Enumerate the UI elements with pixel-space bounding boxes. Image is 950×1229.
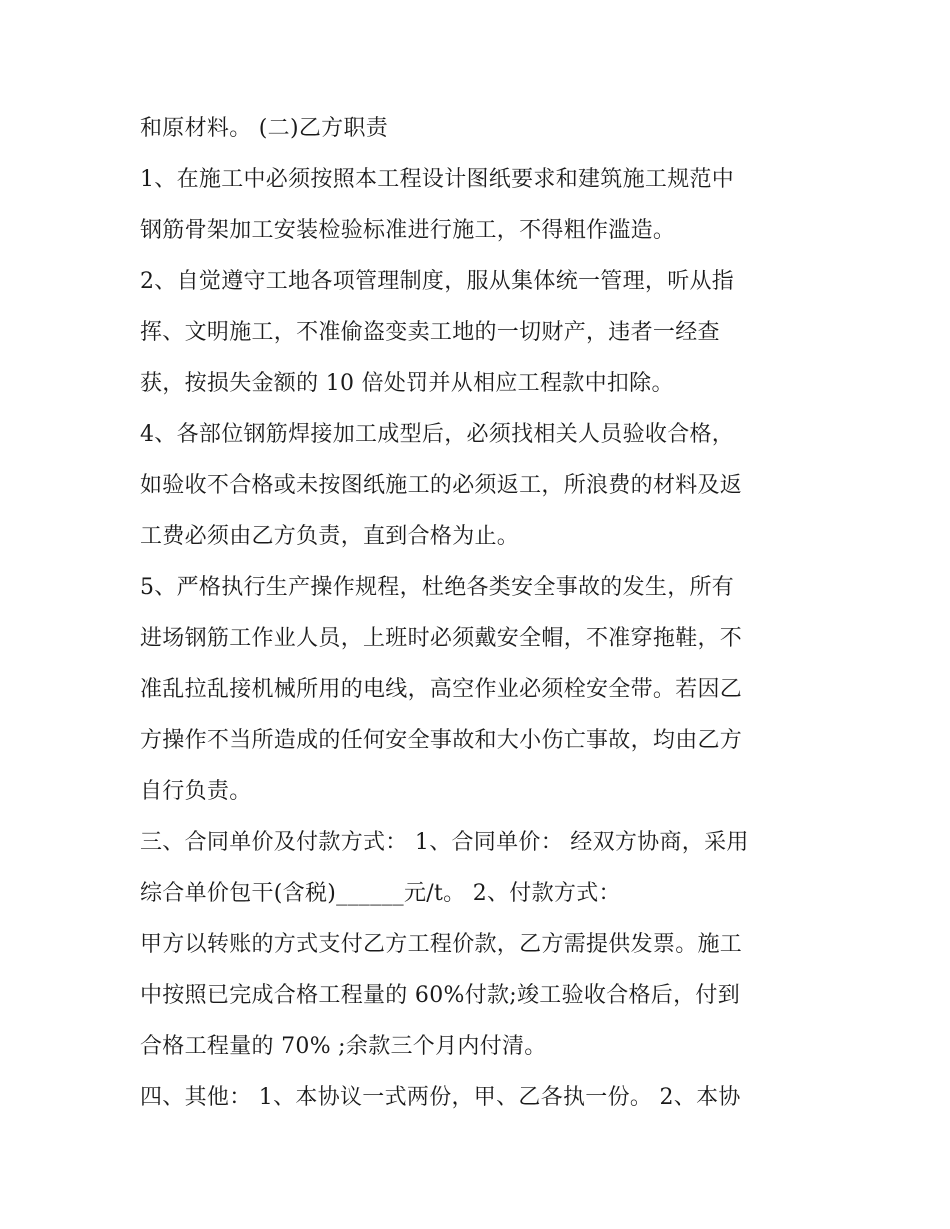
text-line: 自行负责。 [140,779,252,804]
text-line: 准乱拉乱接机械所用的电线，高空作业必须栓安全带。若因乙 [140,677,743,702]
text-line: 挥、文明施工，不准偷盗变卖工地的一切财产，违者一经查 [140,320,720,345]
text-line: 和原材料。 (二)乙方职责 [140,116,389,141]
text-line: 进场钢筋工作业人员，上班时必须戴安全帽，不准穿拖鞋，不 [140,626,743,651]
text-line: 四、其他： 1、本协议一式两份，甲、乙各执一份。 2、本协 [140,1085,741,1110]
text-line: 2、自觉遵守工地各项管理制度，服从集体统一管理，听从指 [140,269,735,294]
text-line: 获，按损失金额的 10 倍处罚并从相应工程款中扣除。 [140,371,674,396]
text-line: 如验收不合格或未按图纸施工的必须返工，所浪费的材料及返 [140,473,743,498]
text-line: 综合单价包干(含税)______元/t。 2、付款方式： [140,881,621,906]
text-line: 钢筋骨架加工安装检验标准进行施工，不得粗作滥造。 [140,218,676,243]
text-line: 中按照已完成合格工程量的 60%付款;竣工验收合格后，付到 [140,983,741,1008]
text-line: 4、各部位钢筋焊接加工成型后，必须找相关人员验收合格， [140,422,735,447]
text-line: 方操作不当所造成的任何安全事故和大小伤亡事故，均由乙方 [140,728,743,753]
text-line: 甲方以转账的方式支付乙方工程价款，乙方需提供发票。施工 [140,932,743,957]
text-line: 三、合同单价及付款方式： 1、合同单价： 经双方协商，采用 [140,830,749,855]
text-line: 合格工程量的 70% ;余款三个月内付清。 [140,1034,547,1059]
text-line: 工费必须由乙方负责，直到合格为止。 [140,524,520,549]
text-line: 1、在施工中必须按照本工程设计图纸要求和建筑施工规范中 [140,167,735,192]
text-line: 5、严格执行生产操作规程，杜绝各类安全事故的发生，所有 [140,575,735,600]
